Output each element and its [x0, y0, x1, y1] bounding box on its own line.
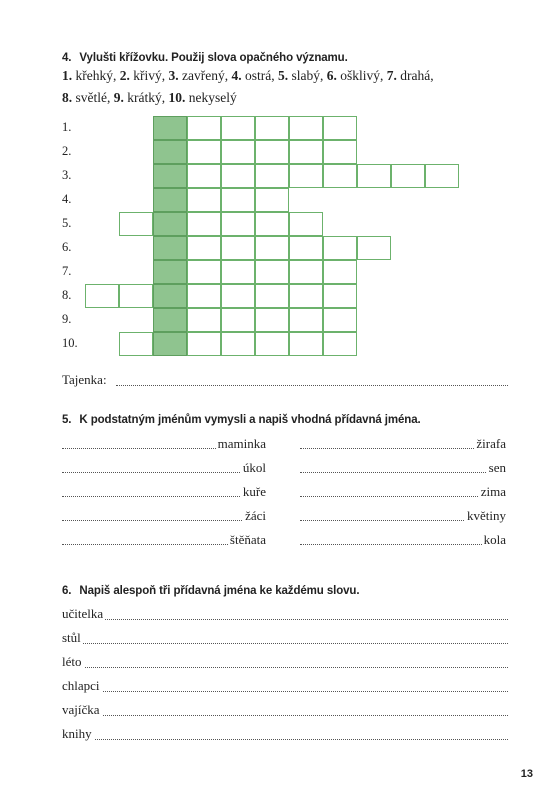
crossword-row-label: 9.: [62, 312, 72, 326]
crossword-cell[interactable]: [323, 164, 357, 188]
noun-word: maminka: [217, 436, 266, 451]
crossword-cell[interactable]: [85, 284, 119, 308]
crossword-row-label: 3.: [62, 168, 72, 182]
crossword-cell[interactable]: [255, 212, 289, 236]
clue-word: křehký,: [72, 68, 120, 83]
crossword-cell[interactable]: [289, 212, 323, 236]
noun-word: zima: [480, 484, 506, 499]
clue-word: světlé,: [72, 90, 114, 105]
crossword-cell[interactable]: [221, 212, 255, 236]
answer-line[interactable]: [62, 472, 266, 473]
crossword-cell[interactable]: [255, 332, 289, 356]
answer-line[interactable]: [62, 667, 508, 668]
answer-line[interactable]: [62, 496, 266, 497]
noun-word: kola: [483, 532, 506, 547]
crossword-cell[interactable]: [255, 116, 289, 140]
noun-word: kuře: [242, 484, 266, 499]
prompt-word: učitelka: [62, 606, 104, 621]
crossword-row-label: 4.: [62, 192, 72, 206]
secret-label: Tajenka:: [62, 372, 107, 387]
clue-number: 3.: [168, 68, 179, 83]
crossword-cell[interactable]: [187, 236, 221, 260]
crossword-key-cell[interactable]: [153, 308, 187, 332]
crossword-cell[interactable]: [119, 284, 153, 308]
crossword-cell[interactable]: [221, 308, 255, 332]
crossword-cell[interactable]: [119, 332, 153, 356]
crossword-row-label: 7.: [62, 264, 72, 278]
page-number: 13: [520, 768, 533, 780]
crossword-key-cell[interactable]: [153, 164, 187, 188]
crossword-key-cell[interactable]: [153, 212, 187, 236]
task-number: 4.: [62, 52, 72, 64]
prompt-word: knihy: [62, 726, 92, 741]
crossword-cell[interactable]: [357, 164, 391, 188]
clue-number: 1.: [62, 68, 73, 83]
clue-number: 2.: [119, 68, 130, 83]
crossword-cell[interactable]: [119, 212, 153, 236]
crossword-cell[interactable]: [323, 332, 357, 356]
task-number: 6.: [62, 585, 72, 597]
crossword-cell[interactable]: [221, 284, 255, 308]
crossword-cell[interactable]: [289, 164, 323, 188]
crossword-key-cell[interactable]: [153, 284, 187, 308]
clue-number: 7.: [386, 68, 397, 83]
clue-word: ostrá,: [241, 68, 278, 83]
task-number: 5.: [62, 414, 72, 426]
crossword-cell[interactable]: [187, 332, 221, 356]
task-6-heading: [62, 585, 359, 597]
noun-word: štěňata: [229, 532, 266, 547]
word-list-line-2: [62, 90, 237, 106]
clue-number: 10.: [168, 90, 186, 105]
crossword-row-label: 8.: [62, 288, 72, 302]
crossword-cell[interactable]: [221, 236, 255, 260]
noun-word: žáci: [245, 508, 266, 523]
noun-word: sen: [488, 460, 506, 475]
crossword-cell[interactable]: [255, 284, 289, 308]
word-list-line-1: [62, 68, 434, 84]
crossword-row-label: 1.: [62, 120, 72, 134]
crossword-cell[interactable]: [255, 260, 289, 284]
crossword-cell[interactable]: [221, 140, 255, 164]
crossword-cell[interactable]: [187, 164, 221, 188]
crossword-cell[interactable]: [255, 236, 289, 260]
crossword-key-cell[interactable]: [153, 332, 187, 356]
crossword-key-cell[interactable]: [153, 236, 187, 260]
crossword-cell[interactable]: [221, 332, 255, 356]
answer-line[interactable]: [62, 520, 266, 521]
answer-line[interactable]: [300, 496, 506, 497]
answer-line[interactable]: [62, 739, 508, 740]
noun-word: žirafa: [476, 436, 506, 451]
clue-number: 4.: [231, 68, 242, 83]
crossword-cell[interactable]: [323, 140, 357, 164]
crossword-cell[interactable]: [187, 212, 221, 236]
answer-line[interactable]: [62, 643, 508, 644]
clue-word: křivý,: [129, 68, 169, 83]
clue-number: 6.: [326, 68, 337, 83]
answer-line[interactable]: [62, 691, 508, 692]
crossword-cell[interactable]: [323, 116, 357, 140]
crossword-key-cell[interactable]: [153, 140, 187, 164]
crossword-cell[interactable]: [289, 308, 323, 332]
crossword-cell[interactable]: [323, 260, 357, 284]
crossword-cell[interactable]: [187, 116, 221, 140]
answer-line[interactable]: [62, 715, 508, 716]
crossword-row-label: 6.: [62, 240, 72, 254]
answer-line[interactable]: [300, 544, 506, 545]
crossword-cell[interactable]: [323, 284, 357, 308]
crossword-cell[interactable]: [323, 308, 357, 332]
crossword-cell[interactable]: [391, 164, 425, 188]
task-instruction: Napiš alespoň tři přídavná jména ke každému slovu.: [79, 585, 360, 597]
crossword-cell[interactable]: [187, 188, 221, 212]
crossword-cell[interactable]: [255, 164, 289, 188]
clue-word: krátký,: [123, 90, 169, 105]
task-instruction: K podstatným jménům vymysli a napiš vhodná přídavná jména.: [79, 414, 421, 426]
crossword-cell[interactable]: [255, 140, 289, 164]
prompt-word: chlapci: [62, 678, 100, 693]
crossword-row-label: 5.: [62, 216, 72, 230]
crossword-cell[interactable]: [289, 284, 323, 308]
crossword-cell[interactable]: [221, 188, 255, 212]
clue-number: 8.: [62, 90, 73, 105]
crossword-cell[interactable]: [289, 140, 323, 164]
noun-word: úkol: [242, 460, 266, 475]
crossword-cell[interactable]: [289, 236, 323, 260]
crossword-cell[interactable]: [289, 116, 323, 140]
crossword-key-cell[interactable]: [153, 260, 187, 284]
crossword-row-label: 2.: [62, 144, 72, 158]
crossword-cell[interactable]: [255, 188, 289, 212]
prompt-word: léto: [62, 654, 82, 669]
answer-line[interactable]: [62, 619, 508, 620]
prompt-word: vajíčka: [62, 702, 100, 717]
crossword-cell[interactable]: [425, 164, 459, 188]
crossword-cell[interactable]: [187, 308, 221, 332]
answer-line[interactable]: [300, 472, 506, 473]
crossword-cell[interactable]: [323, 236, 357, 260]
task-5-heading: [62, 414, 421, 426]
crossword-cell[interactable]: [357, 236, 391, 260]
secret-answer-line[interactable]: [116, 385, 508, 386]
crossword-cell[interactable]: [289, 260, 323, 284]
clue-word: ošklivý,: [336, 68, 387, 83]
crossword-key-cell[interactable]: [153, 116, 187, 140]
task-instruction: Vylušti křížovku. Použij slova opačného významu.: [79, 52, 348, 64]
crossword-cell[interactable]: [187, 284, 221, 308]
crossword-cell[interactable]: [187, 140, 221, 164]
clue-number: 5.: [277, 68, 289, 83]
task-4-heading: [62, 52, 348, 64]
prompt-word: stůl: [62, 630, 81, 645]
crossword-cell[interactable]: [221, 116, 255, 140]
crossword-cell[interactable]: [221, 164, 255, 188]
noun-word: květiny: [467, 508, 506, 523]
clue-word: zavřený,: [178, 68, 232, 83]
crossword-cell[interactable]: [289, 332, 323, 356]
clue-number: 9.: [113, 90, 124, 105]
crossword-cell[interactable]: [255, 308, 289, 332]
clue-word: nekyselý: [185, 90, 237, 105]
crossword-cell[interactable]: [187, 260, 221, 284]
crossword-row-label: 10.: [62, 336, 78, 350]
crossword-key-cell[interactable]: [153, 188, 187, 212]
clue-word: drahá,: [396, 68, 434, 83]
crossword-cell[interactable]: [221, 260, 255, 284]
clue-word: slabý,: [288, 68, 327, 83]
